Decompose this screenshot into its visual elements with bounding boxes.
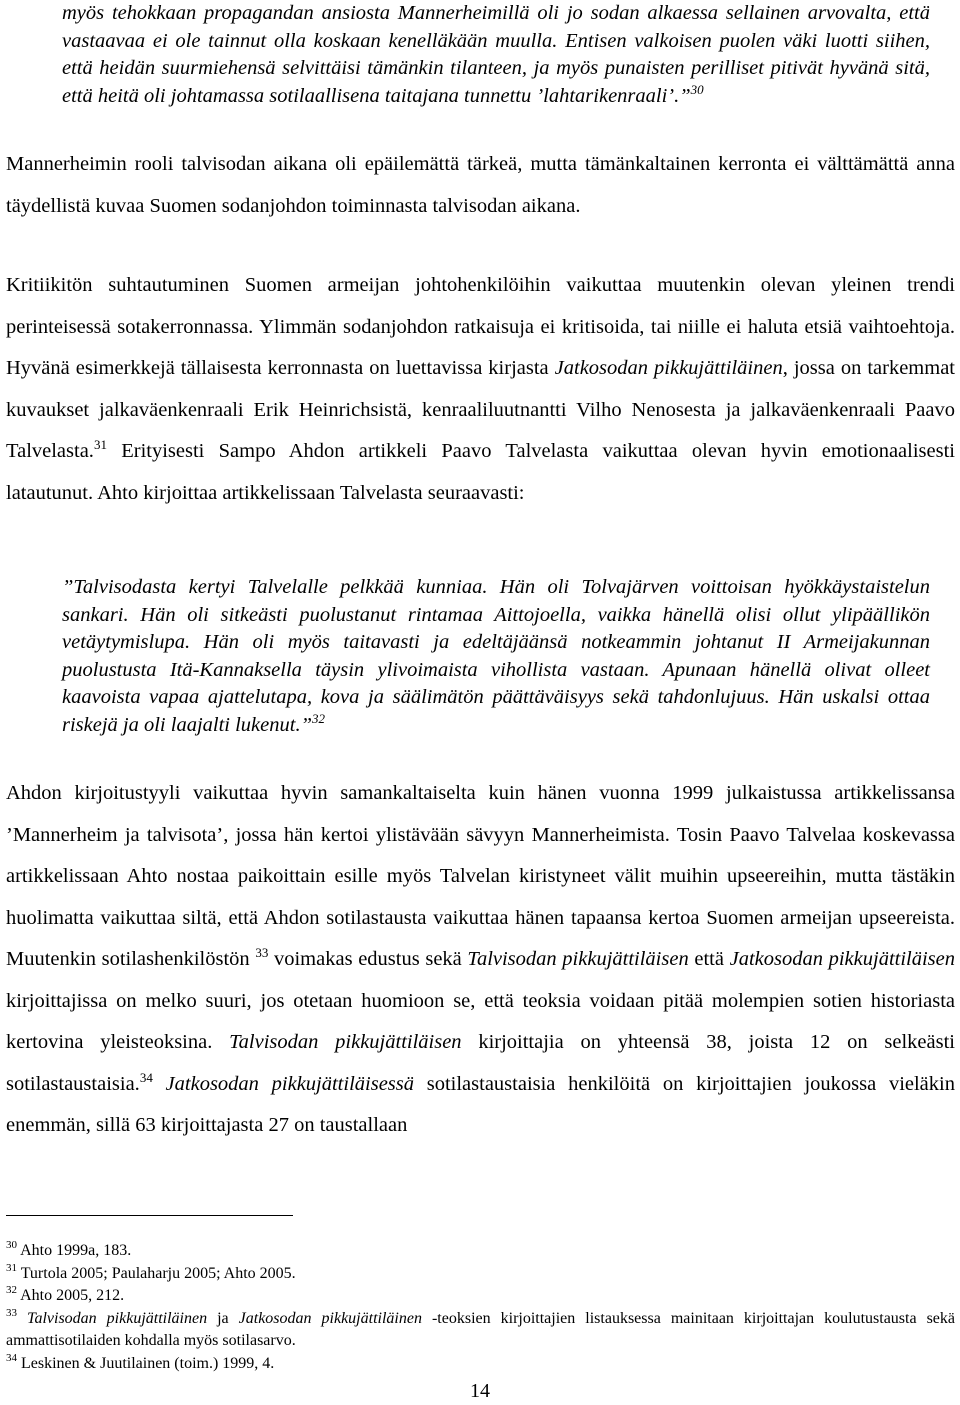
text-run: sotilastaustaisia henkilöitä on kirjoittajien joukossa vieläkin enemmän, sillä 63 kirjoittajasta 27 on taustallaan [6,1072,955,1136]
book-title: Talvisodan pikkujättiläinen [27,1309,208,1327]
block-quote-talvela [62,574,930,739]
book-title: Talvisodan pikkujättiläisen [467,948,689,970]
paragraph-mannerheim-role: Mannerheimin rooli talvisodan aikana oli epäilemättä tärkeä, mutta tämänkaltainen kerronta ei välttämättä anna täydellistä kuvaa Suomen sodanjohdon toiminnasta talvisodan aikana. [6,153,955,217]
text-run: Erityisesti Sampo Ahdon artikkeli Paavo Talvelasta vaikuttaa olevan hyvin emotionaalisesti latautunut. Ahto kirjoittaa artikkelissaan Talvelasta seuraavasti: [6,440,955,504]
book-title: Jatkosodan pikkujättiläisen [729,948,956,970]
footnote-ref-30[interactable]: 30 [690,81,704,97]
text-run: kirjoittajissa on melko suuri, jos otetaan huomioon se, että teoksia voidaan pitää molempien sotien historiasta kertovina yleisteoksina. [6,989,955,1053]
quote-text: ”Talvisodasta kertyi Talvelalle pelkkää kunniaa. Hän oli Tolvajärven voittoisan hyökkäystaistelun sankari. Hän oli sitkeästi puolustanut rintamaa Aittojoella, vaikka hänellä olisi ollut ylipäällikön vetäytymislupa. Hän oli myös taitavasti ja edeltäjäänsä notkeammin johtanut II Armeijakunnan puolustusta Itä-Kannaksella täysin ylivoimaista vihollista vastaan. Apunaan hänellä olivat olleet kaavoista vapaa ajattelutapa, kova ja säälimätön päättäväisyys sekä tahdonlujuus. Hän uskalsi ottaa riskejä ja oli laajalti lukenut.” [62,576,930,736]
text-run [153,1073,166,1095]
book-title: Jatkosodan pikkujättiläinen [238,1309,422,1327]
footnote-text: Turtola 2005; Paulaharju 2005; Ahto 2005. [17,1264,296,1282]
footnote-text: Ahto 1999a, 183. [17,1242,132,1259]
footnote-ref-34[interactable]: 34 [139,1069,153,1085]
text-run: voimakas edustus sekä [268,948,468,970]
footnote-ref-32[interactable]: 32 [311,710,325,726]
footnote-ref-31[interactable]: 31 [93,437,107,452]
text-run: , jossa on tarkemmat kuvaukset jalkaväenkenraali Erik Heinrichsistä, kenraaliluutnantti Vilho Nenosesta ja jalkaväenkenraali Paavo Talvelasta. [6,357,955,462]
footnote-number: 32 [6,1284,17,1296]
paragraph-ahto-style [6,773,955,1147]
paragraph-uncritical-attitude [6,265,955,514]
text-run: Ahdon kirjoitustyyli vaikuttaa hyvin samankaltaiselta kuin hänen vuonna 1999 julkaistussa artikkelissansa ’Mannerheim ja talvisota’, jossa hän kertoi ylistävään sävyyn Mannerheimista. Tosin Paavo Talvelaa koskevassa artikkelissaan Ahto nostaa paikoittain esille myös Talvelan kiristyneet välit muihin upseereihin, mutta tästäkin huolimatta vaikuttaa siltä, että Ahdon sotilastausta vaikuttaa hänen tapaansa kertoa Suomen armeijan upseereista. Muutenkin sotilashenkilöstön [6,782,955,970]
footnotes [6,1240,955,1375]
quote-text: myös tehokkaan propagandan ansiosta Mannerheimillä oli jo sodan alkaessa sellainen arvovalta, että vastaavaa ei ole tainnut olla koskaan kenelläkään muulla. Entisen valkoisen puolen väki luotti siihen, että heidän suurmiehensä selvittäisi tämänkin tilanteen, ja myös punaisten perilliset pitivät hyvänä sitä, että heitä oli johtamassa sotilaallisena taitajana tunnettu ’lahtarikenraali’.” [62,2,930,107]
text-run: kirjoittajia on yhteensä 38, joista 12 on selkeästi sotilastaustaisia. [6,1031,955,1095]
footnote-33 [6,1308,955,1353]
footnote-text: -teoksien kirjoittajien listauksessa mainitaan kirjoittajan koulutustausta sekä ammattisotilaiden kohdalla myös sotilasarvo. [6,1309,956,1349]
footnote-number: 30 [6,1239,17,1251]
text-run: Kritiikitön suhtautuminen Suomen armeijan johtohenkilöihin vaikuttaa muutenkin olevan yleinen trendi perinteisessä sotakerronnassa. Ylimmän sodanjohdon ratkaisuja ei kritisoida, tai niille ei haluta etsiä vaihtoehtoja. Hyvänä esimerkkejä tällaisesta kerronnasta on luettavissa kirjasta [6,274,955,379]
block-quote-continued [62,0,930,110]
footnote-number: 33 [6,1306,17,1319]
text-run: että [688,948,730,970]
footnote-30 [6,1240,955,1263]
book-title: Talvisodan pikkujättiläisen [229,1031,462,1053]
book-title: Jatkosodan pikkujättiläisessä [165,1072,414,1095]
footnote-text: Leskinen & Juutilainen (toim.) 1999, 4. [17,1354,275,1372]
footnote-number: 34 [6,1351,17,1364]
footnote-31 [6,1263,955,1286]
footnote-34 [6,1353,955,1376]
page-number: 14 [470,1380,490,1402]
footnote-number: 31 [6,1261,17,1274]
footnote-ref-33[interactable]: 33 [255,945,269,960]
footnote-32 [6,1285,955,1308]
book-title: Jatkosodan pikkujättiläinen [554,357,783,379]
text-run: ja [207,1309,239,1327]
footnote-text: Ahto 2005, 212. [17,1287,125,1304]
footnote-separator [6,1215,293,1216]
